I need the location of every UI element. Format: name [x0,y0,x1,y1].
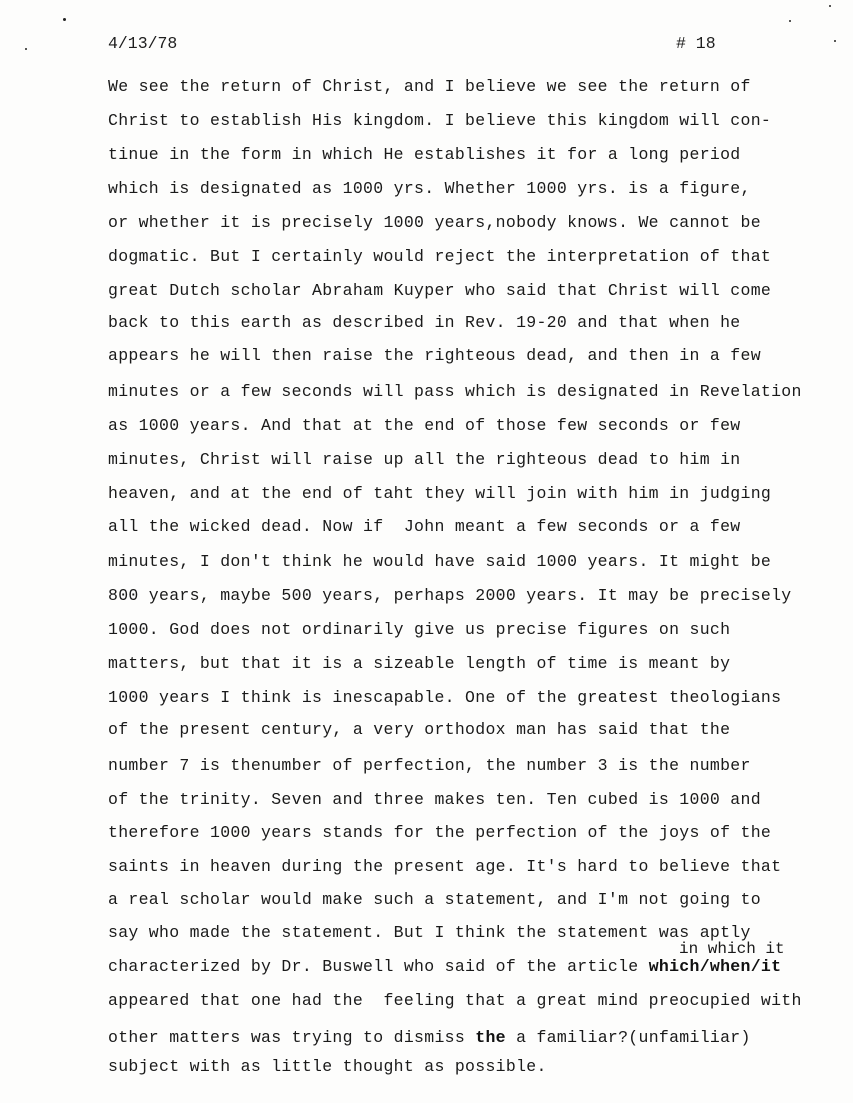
text-line: subject with as little thought as possible. [108,1057,547,1076]
text-line: all the wicked dead. Now if John meant a few seconds or a few [108,517,741,536]
text-line [108,1028,751,1048]
text-line: number 7 is thenumber of perfection, the number 3 is the number [108,756,751,775]
handwritten-insertion: in which it [679,940,785,958]
text-line: a real scholar would make such a statement, and I'm not going to [108,890,761,909]
scan-speck [834,40,836,42]
text-line: 1000 years I think is inescapable. One of the greatest theologians [108,688,782,707]
text-line [108,957,781,977]
scan-speck [25,48,27,50]
text-line: We see the return of Christ, and I believe we see the return of [108,77,751,96]
text-line: of the trinity. Seven and three makes ten. Ten cubed is 1000 and [108,790,761,809]
text-line: great Dutch scholar Abraham Kuyper who said that Christ will come [108,281,772,300]
text-line: as 1000 years. And that at the end of those few seconds or few [108,416,741,435]
scan-speck [789,20,791,22]
text-line: of the present century, a very orthodox man has said that the [108,720,731,739]
struck-out-text: the [475,1028,506,1047]
date-header: 4/13/78 [108,34,178,53]
text-line: heaven, and at the end of taht they will join with him in judging [108,484,772,503]
text-segment: other matters was trying to dismiss [108,1028,476,1047]
text-line: tinue in the form in which He establishes it for a long period [108,145,741,164]
text-segment: a familiar?(unfamiliar) [505,1028,751,1047]
text-line: minutes, Christ will raise up all the righteous dead to him in [108,450,741,469]
text-line: Christ to establish His kingdom. I believe this kingdom will con- [108,111,772,130]
text-line: say who made the statement. But I think the statement was aptly [108,923,751,942]
page-number: # 18 [676,34,716,53]
scan-speck [63,18,66,21]
text-line: back to this earth as described in Rev. 19-20 and that when he [108,313,741,332]
text-line: therefore 1000 years stands for the perfection of the joys of the [108,823,772,842]
text-line: minutes, I don't think he would have said 1000 years. It might be [108,552,772,571]
text-line: saints in heaven during the present age. It's hard to believe that [108,857,782,876]
scan-speck [829,5,831,7]
text-line: 800 years, maybe 500 years, perhaps 2000 years. It may be precisely [108,586,792,605]
struck-out-text: which/when/it [648,957,782,976]
text-segment: characterized by Dr. Buswell who said of the article [108,957,649,976]
text-line: minutes or a few seconds will pass which is designated in Revelation [108,382,802,401]
text-line: 1000. God does not ordinarily give us precise figures on such [108,620,731,639]
text-line: or whether it is precisely 1000 years,nobody knows. We cannot be [108,213,761,232]
text-line: dogmatic. But I certainly would reject the interpretation of that [108,247,772,266]
text-line: appears he will then raise the righteous dead, and then in a few [108,346,761,365]
text-line: appeared that one had the feeling that a great mind preocupied with [108,991,802,1010]
text-line: which is designated as 1000 yrs. Whether 1000 yrs. is a figure, [108,179,751,198]
text-line: matters, but that it is a sizeable length of time is meant by [108,654,731,673]
